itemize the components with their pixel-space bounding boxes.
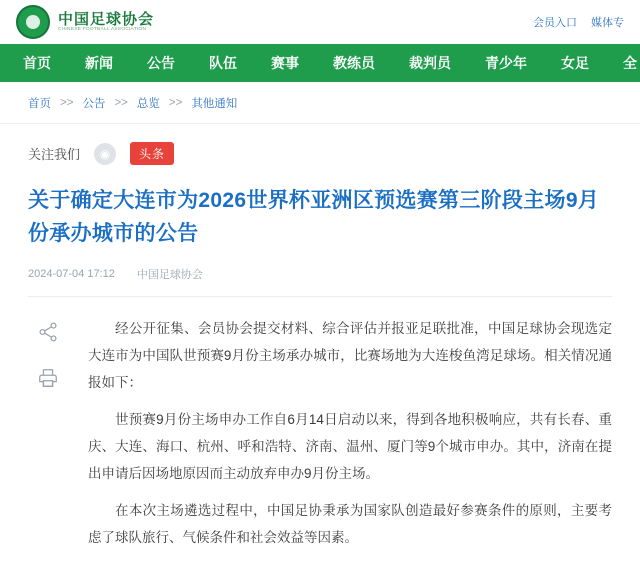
top-link-media[interactable]: 媒体专 — [591, 17, 624, 29]
breadcrumb-separator: >> — [168, 96, 183, 109]
breadcrumb — [0, 82, 640, 124]
main-nav — [0, 44, 640, 82]
toutiao-button[interactable]: 头条 — [130, 142, 174, 165]
share-icon[interactable] — [37, 321, 59, 343]
article-paragraph: 世预赛9月份主场申办工作自6月14日启动以来，得到各地积极响应，共有长春、重庆、大连、海口、杭州、呼和浩特、济南、温州、厦门等9个城市申办。其中，济南在提出申请后因场地原因而主动放弃申办9月份主场。 — [88, 412, 612, 482]
logo-title-cn: 中国足球协会 — [58, 10, 155, 28]
nav-item-coaches[interactable]: 教练员 — [333, 55, 375, 71]
article-source: 中国足球协会 — [136, 269, 203, 282]
nav-item-news[interactable]: 新闻 — [85, 55, 113, 71]
article-side-tools — [28, 315, 68, 561]
follow-us-row — [0, 124, 640, 171]
breadcrumb-separator: >> — [114, 96, 128, 109]
weibo-icon[interactable]: ◉ — [94, 143, 116, 165]
print-icon[interactable] — [37, 367, 59, 389]
top-bar — [0, 0, 640, 44]
cfa-crest-icon — [16, 5, 50, 39]
article-content — [88, 315, 612, 561]
nav-item-more[interactable]: 全 — [623, 55, 637, 71]
breadcrumb-item-announcements[interactable]: 公告 — [82, 97, 106, 110]
page-title: 关于确定大连市为2026世界杯亚洲区预选赛第三阶段主场9月份承办城市的公告 — [28, 189, 600, 245]
top-links — [533, 14, 624, 30]
breadcrumb-item-other-notices[interactable]: 其他通知 — [191, 97, 238, 110]
nav-item-announcements[interactable]: 公告 — [147, 55, 175, 71]
logo-title-en: CHINESE FOOTBALL ASSOCIATION — [58, 26, 147, 33]
nav-item-teams[interactable]: 队伍 — [209, 55, 237, 71]
breadcrumb-item-home[interactable]: 首页 — [28, 97, 51, 110]
article — [0, 171, 640, 561]
nav-item-referees[interactable]: 裁判员 — [409, 55, 451, 71]
article-paragraph: 经公开征集、会员协会提交材料、综合评估并报亚足联批准，中国足球协会现选定大连市为中国队世预赛9月份主场承办城市，比赛场地为大连梭鱼湾足球场。相关情况通报如下： — [88, 321, 612, 391]
breadcrumb-item-overview[interactable]: 总览 — [136, 97, 160, 110]
breadcrumb-separator: >> — [60, 96, 74, 109]
follow-us-label: 关注我们 — [28, 147, 81, 162]
nav-item-competitions[interactable]: 赛事 — [271, 55, 299, 71]
article-body-wrap — [28, 297, 612, 561]
logo-text — [58, 12, 154, 33]
article-paragraph: 在本次主场遴选过程中，中国足协秉承为国家队创造最好参赛条件的原则，主要考虑了球队旅行、气候条件和社会效益等因素。 — [88, 503, 612, 546]
article-date: 2024-07-04 17:12 — [28, 268, 115, 281]
nav-item-youth[interactable]: 青少年 — [485, 55, 527, 71]
site-logo[interactable] — [16, 5, 154, 39]
top-link-member[interactable]: 会员入口 — [533, 17, 577, 29]
nav-item-womens-football[interactable]: 女足 — [561, 55, 589, 71]
article-meta — [28, 266, 612, 297]
nav-item-home[interactable]: 首页 — [23, 55, 51, 71]
